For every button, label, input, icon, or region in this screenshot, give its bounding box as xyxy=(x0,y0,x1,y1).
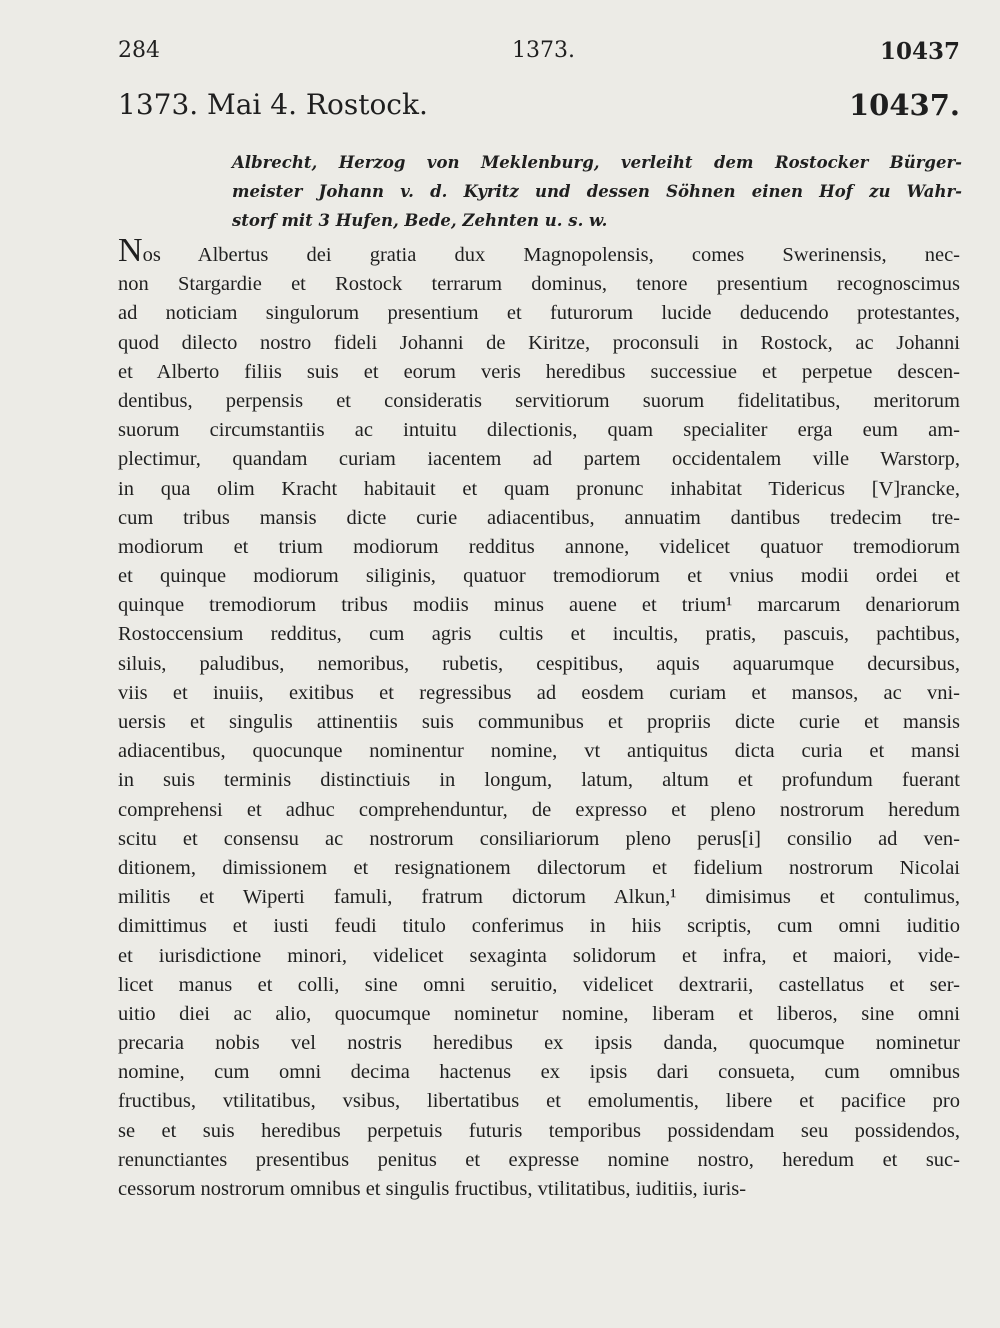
page-number: 284 xyxy=(118,38,160,63)
body-line: ditionem, dimissionem et resignationem dilectorum et fidelium nostrorum Nicolai xyxy=(118,856,960,879)
body-line: in qua olim Kracht habitauit et quam pronunc inhabitat Tidericus [V]rancke, xyxy=(118,477,960,500)
running-head xyxy=(118,38,960,68)
body-line: fructibus, vtilitatibus, vsibus, libertatibus et emolumentis, libere et pacifice pro xyxy=(118,1090,960,1113)
body-line: cessorum nostrorum omnibus et singulis fructibus, vtilitatibus, iuditiis, iuris- xyxy=(118,1178,747,1200)
running-year: 1373. xyxy=(512,38,575,63)
body-line: quinque tremodiorum tribus modiis minus auene et trium¹ marcarum denariorum xyxy=(118,594,960,617)
body-line-text: os Albertus dei gratia dux Magnopolensis, comes Swerinensis, nec- xyxy=(142,244,960,266)
body-line: suorum circumstantiis ac intuitu dilectionis, quam specialiter erga eum am- xyxy=(118,419,960,442)
summary-line: storf mit 3 Hufen, Bede, Zehnten u. s. w. xyxy=(232,211,608,230)
body-line: uitio diei ac alio, quocumque nominetur nomine, liberam et liberos, sine omni xyxy=(118,1002,960,1025)
body-line xyxy=(118,232,960,270)
document-number: 10437. xyxy=(849,88,960,122)
summary-line: Albrecht, Herzog von Meklenburg, verleiht dem Rostocker Bürger- xyxy=(232,153,962,172)
document-body xyxy=(118,232,960,1204)
body-line: siluis, paludibus, nemoribus, rubetis, cespitibus, aquis aquarumque decursibus, xyxy=(118,652,960,675)
document-header xyxy=(118,88,960,132)
body-line: non Stargardie et Rostock terrarum dominus, tenore presentium recognoscimus xyxy=(118,273,960,296)
body-line: nomine, cum omni decima hactenus ex ipsis dari consueta, cum omnibus xyxy=(118,1061,960,1084)
body-line: modiorum et trium modiorum redditus annone, videlicet quatuor tremodiorum xyxy=(118,535,960,558)
body-line: se et suis heredibus perpetuis futuris temporibus possidendam seu possidendos, xyxy=(118,1119,960,1142)
body-line: licet manus et colli, sine omni seruitio, videlicet dextrarii, castellatus et ser- xyxy=(118,973,960,996)
body-line: plectimur, quandam curiam iacentem ad partem occidentalem ville Warstorp, xyxy=(118,448,960,471)
body-line: Rostoccensium redditus, cum agris cultis et incultis, pratis, pascuis, pachtibus, xyxy=(118,623,960,646)
body-line: dentibus, perpensis et consideratis servitiorum suorum fidelitatibus, meritorum xyxy=(118,389,960,412)
body-line: ad noticiam singulorum presentium et futurorum lucide deducendo protestantes, xyxy=(118,302,960,325)
body-line: in suis terminis distinctiuis in longum, latum, altum et profundum fuerant xyxy=(118,769,960,792)
body-line: et iurisdictione minori, videlicet sexaginta solidorum et infra, et maiori, vide- xyxy=(118,944,960,967)
document-summary xyxy=(232,148,962,235)
body-line: comprehensi et adhuc comprehenduntur, de expresso et pleno nostrorum heredum xyxy=(118,798,960,821)
body-line: dimittimus et iusti feudi titulo conferimus in hiis scriptis, cum omni iuditio xyxy=(118,915,960,938)
body-line: adiacentibus, quocunque nominentur nomine, vt antiquitus dicta curia et mansi xyxy=(118,740,960,763)
body-line: et quinque modiorum siliginis, quatuor tremodiorum et vnius modii ordei et xyxy=(118,565,960,588)
body-line: uersis et singulis attinentiis suis communibus et propriis dicte curie et mansis xyxy=(118,711,960,733)
body-line: scitu et consensu ac nostrorum consiliariorum pleno perus[i] consilio ad ven- xyxy=(118,827,960,850)
running-doc-number: 10437 xyxy=(879,38,960,65)
body-line: quod dilecto nostro fideli Johanni de Kiritze, proconsuli in Rostock, ac Johanni xyxy=(118,331,960,354)
initial-letter: N xyxy=(118,232,143,269)
body-line: renunctiantes presentibus penitus et expresse nomine nostro, heredum et suc- xyxy=(118,1148,960,1171)
body-line: precaria nobis vel nostris heredibus ex ipsis danda, quocumque nominetur xyxy=(118,1032,960,1055)
body-line: et Alberto filiis suis et eorum veris heredibus successiue et perpetue descen- xyxy=(118,360,960,383)
summary-line: meister Johann v. d. Kyritz und dessen Söhnen einen Hof zu Wahr- xyxy=(232,182,962,201)
document-date-place: 1373. Mai 4. Rostock. xyxy=(118,88,428,121)
body-line: cum tribus mansis dicte curie adiacentibus, annuatim dantibus tredecim tre- xyxy=(118,506,960,529)
body-line: militis et Wiperti famuli, fratrum dictorum Alkun,¹ dimisimus et contulimus, xyxy=(118,886,960,909)
body-line: viis et inuiis, exitibus et regressibus ad eosdem curiam et mansos, ac vni- xyxy=(118,681,960,704)
